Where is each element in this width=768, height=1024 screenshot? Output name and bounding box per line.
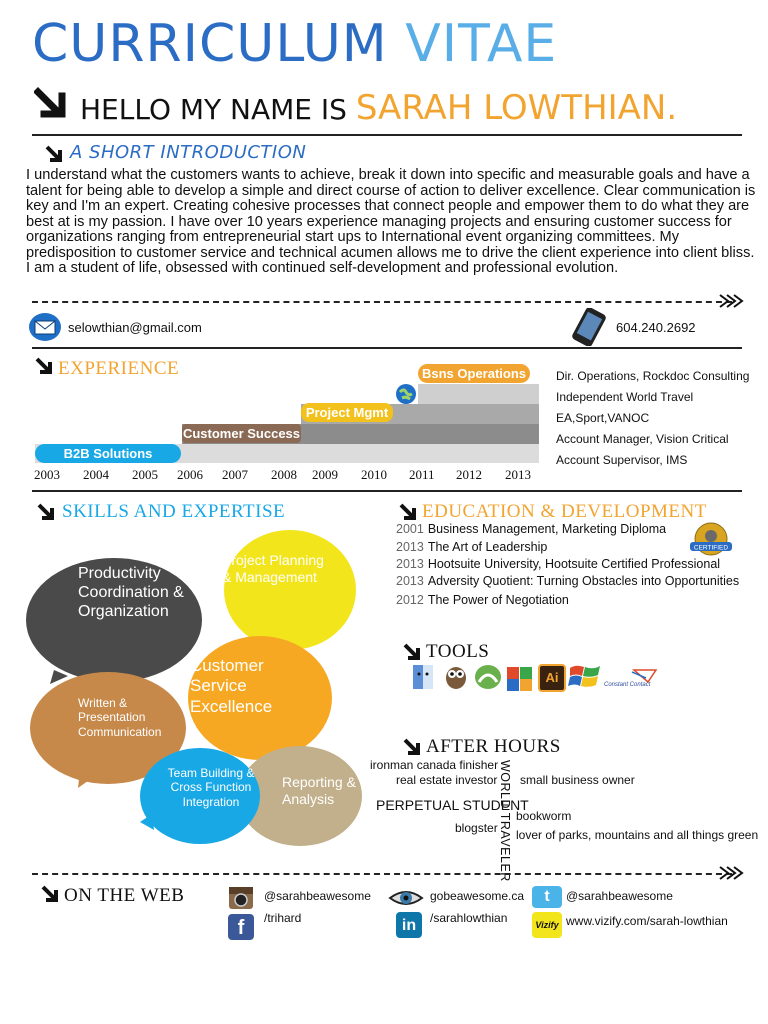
education-year: 2012 xyxy=(396,593,424,607)
stage-project-mgmt: Project Mgmt xyxy=(301,403,393,422)
full-name: SARAH LOWTHIAN. xyxy=(355,88,678,128)
constant-contact-label: Constant Contact xyxy=(604,682,651,688)
instagram-link[interactable]: @sarahbeawesome xyxy=(264,889,371,903)
role-item: EA,Sport,VANOC xyxy=(556,411,650,425)
education-item xyxy=(396,540,547,554)
linkedin-link[interactable]: /sarahlowthian xyxy=(430,911,508,925)
year-label: 2003 xyxy=(34,467,60,482)
arrow-icon xyxy=(34,356,56,376)
phone-number: 604.240.2692 xyxy=(616,320,696,335)
bubble-label: Project Planning & Management xyxy=(222,552,324,585)
hobby-item: PERPETUAL STUDENT xyxy=(376,797,529,813)
role-item: Dir. Operations, Rockdoc Consulting xyxy=(556,369,750,383)
education-item xyxy=(396,557,720,571)
role-item: Account Manager, Vision Critical xyxy=(556,432,729,446)
intro-text: I understand what the customers wants to achieve, break it down into specific and measurable goals and have a talent for being able to develop a simple and direct course of action to deliver excellence. Clear communication is key and I'm an expert. Creating cohesive processes that connect people and empower them to do what they are best at is my passion. I have over 10 years experience managing projects and ensuring customer success for organizations ranging from entrepreneurial start ups to International event organizing committees. My predisposition to customer service and technical acumen allows me to drive the client experience into client bliss. I am a student of life, obsessed with continued self-development and professional evolution. xyxy=(26,167,756,276)
title-word-curriculum: CURRICULUM xyxy=(32,14,388,74)
bubble-label: Reporting & Analysis xyxy=(282,774,356,807)
year-label: 2011 xyxy=(409,467,435,482)
intro-heading: A SHORT INTRODUCTION xyxy=(70,142,307,163)
arrow-icon xyxy=(398,502,420,522)
hobby-vertical: WORLD TRAVELER xyxy=(498,760,512,882)
arrow-icon xyxy=(402,642,424,662)
instagram-icon[interactable] xyxy=(228,886,254,910)
education-year: 2013 xyxy=(396,557,424,571)
experience-heading: EXPERIENCE xyxy=(58,358,180,379)
after-hours-heading: AFTER HOURS xyxy=(426,736,561,757)
year-label: 2010 xyxy=(361,467,387,482)
blog-link[interactable]: gobeawesome.ca xyxy=(430,889,525,903)
hobby-item: blogster xyxy=(455,821,498,835)
education-title: Business Management, Marketing Diploma xyxy=(427,522,667,536)
education-heading: EDUCATION & DEVELOPMENT xyxy=(422,501,707,522)
bubble-label: Productivity Coordination & Organization xyxy=(78,565,184,621)
education-item xyxy=(396,593,569,607)
facebook-link[interactable]: /trihard xyxy=(264,911,302,925)
hello-line xyxy=(80,88,677,128)
year-label: 2008 xyxy=(271,467,297,482)
arrow-icon xyxy=(34,84,72,122)
stage-customer-success: Customer Success xyxy=(182,426,301,441)
year-label: 2006 xyxy=(177,467,203,482)
arrow-tail-icon xyxy=(718,294,744,308)
web-heading: ON THE WEB xyxy=(64,885,185,906)
hootsuite-owl-icon xyxy=(444,662,468,690)
education-year: 2001 xyxy=(396,522,424,536)
bubble-label: Written & Presentation Communication xyxy=(78,696,162,739)
divider xyxy=(32,347,742,349)
dashed-divider xyxy=(32,301,732,303)
email-icon xyxy=(28,312,62,342)
year-label: 2009 xyxy=(312,467,338,482)
hobby-item: small business owner xyxy=(520,773,635,787)
badge-text: CERTIFIED xyxy=(693,544,729,552)
linkedin-icon[interactable]: in xyxy=(396,912,422,938)
arrow-icon xyxy=(402,737,424,757)
bubble-project-planning xyxy=(224,530,356,650)
windows-icon xyxy=(568,662,602,690)
year-label: 2005 xyxy=(132,467,158,482)
education-item xyxy=(396,574,739,588)
vizify-icon[interactable]: Vizify xyxy=(532,912,562,938)
illustrator-icon: Ai xyxy=(538,664,566,692)
skills-heading: SKILLS AND EXPERTISE xyxy=(62,501,286,522)
certified-badge-icon xyxy=(688,522,734,556)
tools-heading: TOOLS xyxy=(426,641,490,662)
twitter-link[interactable]: @sarahbeawesome xyxy=(566,889,673,903)
role-list xyxy=(556,366,749,471)
role-item: Independent World Travel xyxy=(556,390,694,404)
facebook-icon[interactable]: f xyxy=(228,914,254,940)
arrow-icon xyxy=(44,144,66,164)
office-icon xyxy=(506,664,534,692)
basecamp-icon xyxy=(474,664,502,690)
education-title: Hootsuite University, Hootsuite Certified Professional xyxy=(427,557,721,571)
arrow-tail-icon xyxy=(718,866,744,880)
bubble-label: Customer Service Excellence xyxy=(190,656,273,716)
year-label: 2004 xyxy=(83,467,109,482)
title-word-vitae: VITAE xyxy=(405,14,558,74)
hello-text: HELLO MY NAME IS xyxy=(80,93,347,126)
arrow-icon xyxy=(40,884,62,904)
hobby-item: real estate investor xyxy=(396,773,498,787)
stage-bsns-operations: Bsns Operations xyxy=(418,364,530,383)
phone-icon xyxy=(566,308,612,346)
education-item xyxy=(396,522,666,536)
arrow-icon xyxy=(36,502,58,522)
divider xyxy=(32,134,742,136)
hobby-item: bookworm xyxy=(516,809,572,823)
twitter-icon[interactable]: t xyxy=(532,886,562,908)
year-label: 2007 xyxy=(222,467,248,482)
education-year: 2013 xyxy=(396,540,424,554)
year-label: 2013 xyxy=(505,467,531,482)
education-year: 2013 xyxy=(396,574,424,588)
finder-icon xyxy=(412,664,434,690)
education-title: The Art of Leadership xyxy=(427,540,548,554)
bubble-label: Team Building & Cross Function Integration xyxy=(167,766,255,809)
hobby-item: ironman canada finisher xyxy=(370,758,499,772)
year-label: 2012 xyxy=(456,467,482,482)
vizify-link[interactable]: www.vizify.com/sarah-lowthian xyxy=(566,914,728,928)
education-title: The Power of Negotiation xyxy=(427,593,569,607)
divider xyxy=(32,490,742,492)
cv-title xyxy=(32,14,557,74)
stage-b2b-solutions: B2B Solutions xyxy=(35,444,181,463)
hobby-item: lover of parks, mountains and all things green xyxy=(516,828,759,842)
education-title: Adversity Quotient: Turning Obstacles into Opportunities xyxy=(427,574,740,588)
dashed-divider xyxy=(32,873,732,875)
timeline-bar xyxy=(418,384,539,404)
role-item: Account Supervisor, IMS xyxy=(556,453,688,467)
email-link[interactable]: selowthian@gmail.com xyxy=(68,320,202,335)
globe-icon xyxy=(394,382,418,406)
eye-icon xyxy=(388,888,424,908)
